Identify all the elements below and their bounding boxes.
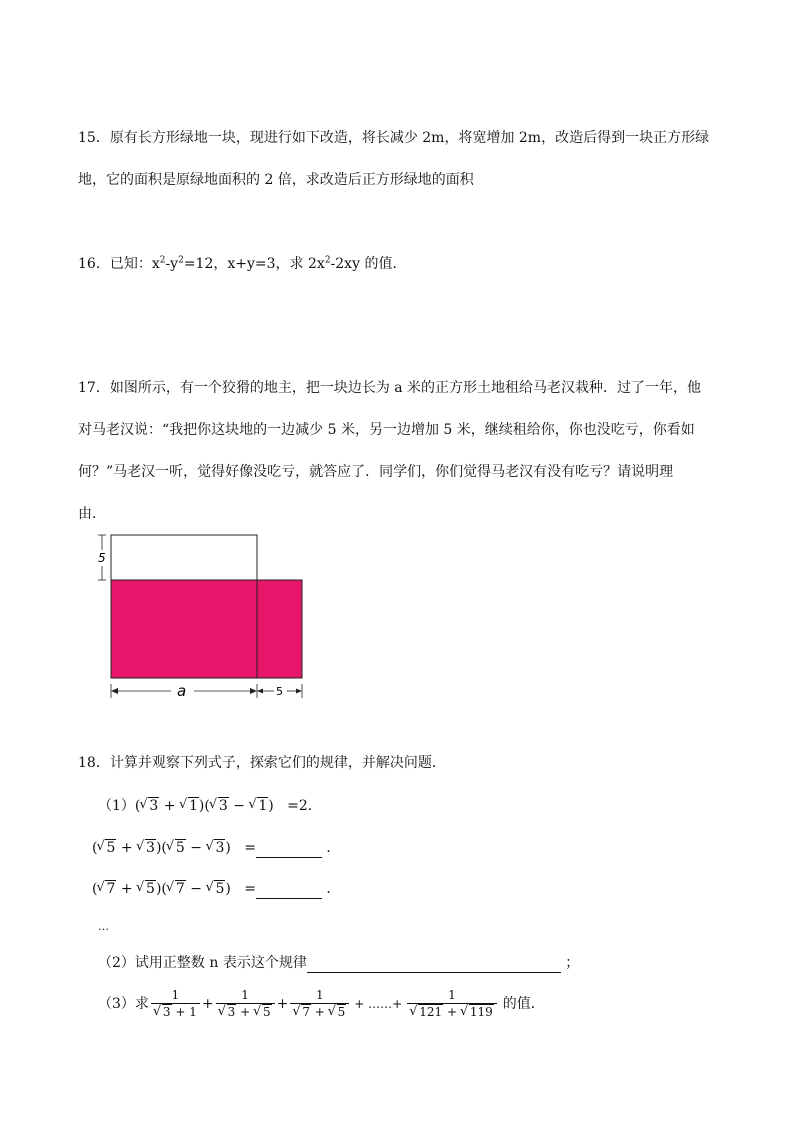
- q15-line1: 15．原有长方形绿地一块，现进行如下改造，将长减少 2m，将宽增加 2m，改造后得到一块正方形绿: [78, 130, 710, 146]
- q17-line1: 17．如图所示，有一个狡猾的地主，把一块边长为 a 米的正方形土地租给马老汉栽种．过了一年，他: [78, 380, 702, 396]
- q18-dots: …: [98, 920, 109, 933]
- q18-part1: （1）(√ 3 + √ 1)(√ 3 − √ 1) =2．: [98, 796, 322, 816]
- sqrt-7: √ 7: [97, 879, 116, 899]
- frac-3: 1 √ 7 + √ 5: [290, 988, 349, 1020]
- sqrt-3d: √ 3: [206, 838, 225, 858]
- figure-top-strip: [111, 535, 257, 580]
- dim-a-arrow-right: [250, 688, 257, 694]
- sqrt-1b: √ 1: [249, 796, 268, 816]
- q18-row3: (√ 7 + √ 5)(√ 7 − √ 5) = ．: [92, 879, 340, 899]
- q18-row2: (√ 5 + √ 3)(√ 5 − √ 3) = ．: [92, 838, 340, 858]
- q16-exp1: 2: [159, 255, 166, 266]
- q17-line2: 对马老汉说：“我把你这块地的一边减少 5 米，另一边增加 5 米，继续租给你，你也没吃亏，你看如: [78, 422, 695, 438]
- q17-line4: 由．: [78, 506, 106, 522]
- sqrt-7b: √ 7: [167, 879, 186, 899]
- q18-part2: （2）试用正整数 n 表示这个规律 ；: [98, 955, 580, 971]
- q16-exp3: 2: [324, 255, 331, 266]
- q17-figure: [86, 528, 316, 706]
- dim-5-label: 5: [276, 685, 283, 698]
- q18-p3-tail: 的值．: [502, 996, 545, 1012]
- sqrt-5b: √ 5: [167, 838, 186, 858]
- sqrt-5c: √ 5: [137, 879, 156, 899]
- sqrt-3b: √ 3: [210, 796, 229, 816]
- q18-p3-label: （3）求: [98, 996, 149, 1012]
- q16-prefix: 16．已知：x: [78, 256, 160, 272]
- q18-p2-text: （2）试用正整数 n 表示这个规律: [98, 955, 307, 971]
- answer-blank-rule[interactable]: [307, 958, 561, 973]
- q16-text: [78, 254, 406, 274]
- dim-left-label: 5: [98, 551, 106, 565]
- dim-5-arrow-left: [257, 689, 263, 694]
- dim-a-arrow-left: [111, 688, 118, 694]
- sqrt-3c: √ 3: [137, 838, 156, 858]
- q15-line2: 地，它的面积是原绿地面积的 2 倍，求改造后正方形绿地的面积: [78, 172, 474, 188]
- sqrt-3: √ 3: [140, 796, 159, 816]
- sqrt-1: √ 1: [180, 796, 199, 816]
- dim-5-arrow-right: [296, 689, 302, 694]
- answer-blank-row3[interactable]: [256, 884, 322, 899]
- q16-suffix: -2xy 的值．: [330, 256, 407, 272]
- frac-last: 1 √ 121 + √ 119: [407, 988, 497, 1020]
- q16-mid2: =12，x+y=3，求 2x: [183, 256, 325, 272]
- dim-a-label: a: [177, 682, 187, 700]
- frac-1: 1 √ 3 + 1: [151, 988, 200, 1020]
- figure-pink-area: [111, 580, 302, 678]
- sqrt-5: √ 5: [97, 838, 116, 858]
- q18-p1-label: （1）: [98, 798, 135, 814]
- q18-p1-result: =2．: [282, 798, 322, 814]
- q16-exp2: 2: [178, 255, 184, 266]
- sqrt-5d: √ 5: [206, 879, 225, 899]
- q16-mid1: -y: [165, 256, 179, 272]
- frac-2: 1 √ 3 + √ 5: [216, 988, 275, 1020]
- answer-blank-row2[interactable]: [256, 843, 322, 858]
- q18-intro: 18．计算并观察下列式子，探索它们的规律，并解决问题．: [78, 755, 446, 771]
- q17-line3: 何？”马老汉一听，觉得好像没吃亏，就答应了．同学们，你们觉得马老汉有没有吃亏？请说明理: [78, 464, 674, 480]
- q18-part3: （3）求 1 √ 3 + 1 + 1 √ 3 + √ 5 + 1 √ 7 + √ 5 + ……+ 1 √ 121 + √ 119 的值．: [98, 984, 545, 1024]
